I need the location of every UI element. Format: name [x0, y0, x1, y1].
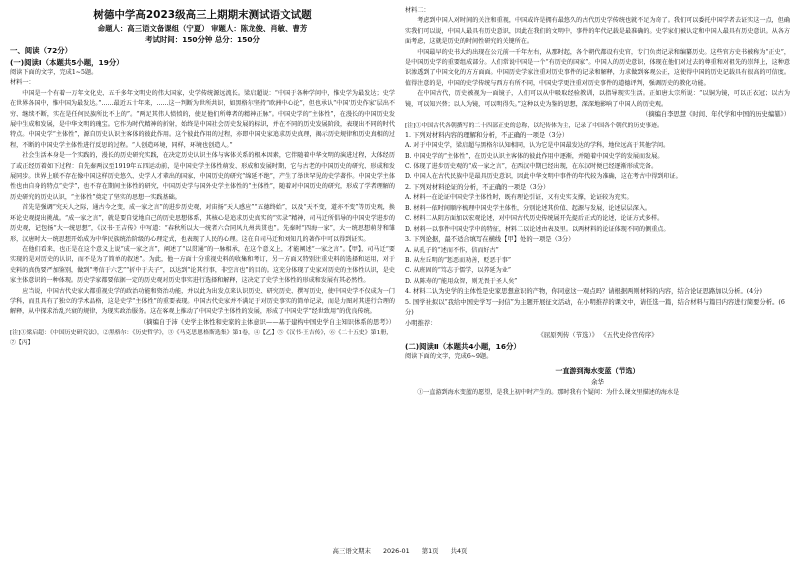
section-heading: 一、阅读（72分）	[10, 46, 73, 55]
footer-page: 第1页	[421, 547, 439, 555]
material-two-label: 材料二：	[405, 7, 430, 14]
material-one-source: （摘编自于沛《史学主体性和史家的主体意识——基于建构中国史学自主知识体系的思考》）	[139, 318, 395, 326]
left-column	[10, 6, 395, 536]
recommend-label: 小明推荐：	[405, 320, 437, 327]
answer-option: B. 从左丘明的“惩恶而劝善，贬恶于事”	[405, 257, 511, 264]
subsection-heading: (一)阅读Ⅰ（本题共5小题，19分）	[10, 57, 124, 67]
answer-option: B. 材料一依时间顺序梳理中国史学主体性，分别论述其价值、起源与发展，论述层层深入。	[405, 204, 652, 212]
material-one-paragraph: 在他们看来，也正是在这个意义上说“成一家之言”，阐述了“以贯通”的一脉相承，在这个意义上，才能阐述“一家之言”。【甲】，司马迁“要实现的是对历史的认识，而不是为了简单的叙述”。为此，他一方面十分重视史料的收集和考订，另一方面又特别注重史料的选择和运用，对于史料的真伪要严加鉴别，做到“考信于六艺”“折中于夫子”，以达到“论其行事，非空言也”的目的。这充分体现了史家对历史的主体性认识，是史家主体意识的一种体现。历史学家都要依据一定的历史观对历史事实进行选择和解释，这决定了史学主体性的形成和发展有其必然性。	[10, 245, 395, 285]
reading-two-instruction: 阅读下面的文字，完成6~9题。	[405, 353, 493, 361]
material-two-source: （摘编自李思慧《时间、年代学和中国的历史编纂》）	[642, 111, 790, 119]
answer-option: C. 材料二从阴方面加以宏观论述，对中国古代历史传统展开先提后正式的论述，论证方式多样。	[405, 215, 664, 223]
essay-first-paragraph: ①一直游到海水变蓝的愿望，是我上初中时产生的。那时我有个疑问：为什么课文里描述的海水是	[417, 388, 680, 396]
material-two-paragraph: 考虑到中国人对时间的关注和重视，中国或许是拥有最悠久的古代历史学传统也就不足为奇了。我们可以委托中国学者去证实这一点，但确实我们可以说，中国人最具有历史意识，因此在我们的文明中，事件的年代记载是最准确的。史学家们被认定和中国人最具有历史意识。从各方面考虑，这就是历史的时间性研究的关键所在。	[405, 17, 790, 46]
material-two-paragraph: 中国最早的史书大约出现在公元前一千年左右，从那时起，各个朝代都设有史官，专门负责记录和编纂历史。这些官方史书被称为“正史”，是中国历史学的重要组成部分。人们常说中国是一个“有历史的国家”。中国人的历史意识，体现在他们对过去的尊重和对祖先的崇拜上，这种意识渗透到了中国文化的方方面面。中国历史学家注重对历史事件的记录和解释，力求做到客观公正，这使得中国的历史记载具有很高的可信度。值得注意的是，中国的史学传统与西方有所不同，中国史学更注重对历史事件的道德评判，强调历史的教化功能。	[405, 48, 790, 87]
answer-option: A. 从孔子的“述而不作，信而好古”	[405, 246, 499, 254]
answer-option: C. 从班固的“笃志于儒学，以养延为业”	[405, 267, 511, 275]
answer-option: B. 中国史学的“主体性”，在历史认识主客体的彼此作用中逐渐，并随着中国史学的发展而发展。	[405, 152, 664, 160]
answer-option: A. 材料一在论证中国史学主体性时，既有理论引证，又有史实支撑，论证较为充实。	[405, 194, 633, 202]
material-two-paragraph: 在中国古代，历史被视为一面镜子，人们可以从中吸取经验教训，以指导现实生活。正如唐太宗所说：“以铜为镜，可以正衣冠；以古为镜，可以知兴替；以人为镜，可以明得失。”这种以史为鉴的思想，深深地影响了中国人的历史观。	[405, 90, 790, 108]
footer-exam: 高三语文期末	[332, 547, 371, 555]
material-one-paragraph: 首先是强调“究天人之际，通古今之变，成一家之言”的进步历史观，对宙扬“天人感应”“五德终始”，以及“天不变，道亦不变”等历史观，换环论史观提出挑战。“成一家之言”，就是要自觉地自己的历史思想体系，其核心是追求历史真实的“实录”精神，司马迁所倡导的中国史学进步的历史观，记包扬“大一统思想”，《汉书·王吉传》中写道：“春秋所以大一统者六合同风九州共贯也”。先秦时“四海一家”，大一统思想萌芽和雏形，汉唐时大一统思想开始成为中华民族统治阶级的心理定式，也表现了人民的心理。这在自司马迁和刘知几的著作中可以得到证实。	[10, 204, 395, 243]
right-column	[405, 6, 790, 536]
question-stem: 4. 材料二认为史学的主体性是史家思想意识的产物，你同意这一观点吗？请根据两则材料的内容，结合论证思路加以分析。(4分)	[405, 288, 762, 296]
question-stem: 1. 下列对材料内容的理解和分析，不正确的一项是（3分）	[405, 131, 569, 139]
exam-time: 考试时间：150分钟 总分：150分	[145, 35, 260, 44]
page-footer	[0, 546, 800, 555]
material-one-paragraph: 应当说，中国古代史家大都重视史学的政治功能和资治功能，并以此为出发点来认识历史、研究历史、撰写历史，使中国史学不仅成为一门学科，而且具有了独立的学术品格，这是史学“主体性”的重要表现。中国古代史家并不满足于对历史事实的简单记录，而是力图对其进行合理的解释，从中探求治乱兴衰的规律，为现实政治服务。这在客观上推动了中国史学主体性的发展，形成了中国史学“经世致用”的优良传统。	[10, 287, 395, 316]
material-one-paragraph: 社会生活本身是一个实践的，漫长的历史研究实践，在决定历史认识主体与客体关系的根本因素，它伴随着中华文明的演进过程，大体经历了或正经历着如下过程：自先秦两汉至1919年五四运动前，是中国史学主体性萌发、形成和发展时期，它与古老的中国历史的研究、形成和发展同步。世界上联不存在像中国这样历史悠久、史学人才辈出的国家，中国历史的研究“绵延不绝”，产生了举世罕见的史学著作。中国史学主体性也由自身的特点“史学”，也不存在期间主体性的研究，中国历史学与国外史学主体性的“主体性”，随着对中国历史的研究，形成了学者理解的历史研究的历史认识，“主体性”奠定了坚实的思想一实践基础。	[10, 152, 395, 201]
section-two-heading: (二)阅读Ⅱ（本题共4小题，16分）	[405, 341, 521, 351]
material-one-notes: [注]①梁启超：《中国历史研究法》，②黑格尔：《历史哲学》，③《马克思恩格斯选集》第1卷，④【乙】⑤《汉书·王吉传》，⑥《二十五史》第1册，⑦【丙】	[10, 330, 393, 347]
answer-option: C. 体现了进步历史观的“成一家之言”，在西汉中期已经出现，在东汉时便已经逐渐形成完备。	[405, 162, 658, 170]
material-two-note: [注]①中国古代各朝撰写的二十四部正史的总称，以纪传体为主，记录了中国各个朝代的历史事迹。	[405, 122, 663, 129]
answer-option: D. 从陈寿的“能用众智，则无畏于圣人矣”	[405, 277, 518, 285]
material-one-paragraph: 中国是一个有着一万年文化史、五千多年文明史的伟大国家，史学传统源远流长。梁启超说：“中国于各种学问中，惟史学为最发达；史学在世界各国中，惟中国为最发达。”……最近五十年来，……这一判断为世所共识，如黑格尔坚持“欧洲中心论”，但也承认“中国‘历史作家’层出不穷、继续不断，实在是任何民族所比不上的”。“两足其伟人愤愤的，使足他们所尊者的精神正脉”。中国史学的“主体性”，在漫长的中国历史发展中生成和发展，是中华文明的瑰宝。它作为时代精神的折射，始终是中国社会历史发展的标识，并在不同的历史发展阶段，表现出不同的时代特点。中国史学“主体性”，源自历史认识主客体的彼此作用。这个彼此作用的过程，亦即中国史家追求历史真理，揭示历史规律和历史真相的过程，不断的中国史学主体性进行反思的过程。“人创造环境，同样，环境也创造人。”	[10, 89, 395, 149]
exam-title: 树德中学高2023级高三上期期末测试语文试题	[93, 9, 312, 21]
footer-total: 共4页	[450, 547, 468, 555]
question-stem: 2. 下列对材料论证的分析，不正确的一项是（3分）	[405, 183, 550, 191]
answer-option: D. 材料一以事件中国史学中的特征，材料二以论述由表及里。以两材料的论证体现不同的侧重点。	[405, 225, 670, 233]
answer-option: D. 中国人在古代民族中是最具历史意识，因此中华文明中事件的年代较为准确，这在考古中得到印证。	[405, 173, 682, 181]
material-one-label: 材料一：	[10, 79, 35, 87]
answer-option: A. 对于中国史学，梁启超与黑格尔认知相同，认为它是中国最发达的学科，地位远高于其他学问。	[405, 142, 670, 150]
essay-title: 一直游到海水变蓝（节选）	[555, 366, 640, 375]
question-stem: 3. 下列论据，最不适合填写在横线【甲】处的一项是（3分）	[405, 236, 575, 243]
recommended-titles: 《屈原列传（节选）》 《五代史伶官传序》	[537, 330, 658, 339]
exam-authors: 命题人：高三语文备课组（宁夏） 审题人：陈龙俊、肖敏、曹芳	[97, 24, 308, 33]
essay-author: 余华	[591, 377, 604, 386]
footer-date: 2026-01	[382, 547, 410, 555]
question-stem: 5. 国学社拟以“我给中国史学写一封信”为主题开展征文活动，在小明推荐的课文中，请任选一篇，结合材料与篇目内容进行简要分析。(6分)	[405, 298, 785, 317]
reading-instruction: 阅读下面的文字，完成1~5题。	[10, 69, 98, 76]
